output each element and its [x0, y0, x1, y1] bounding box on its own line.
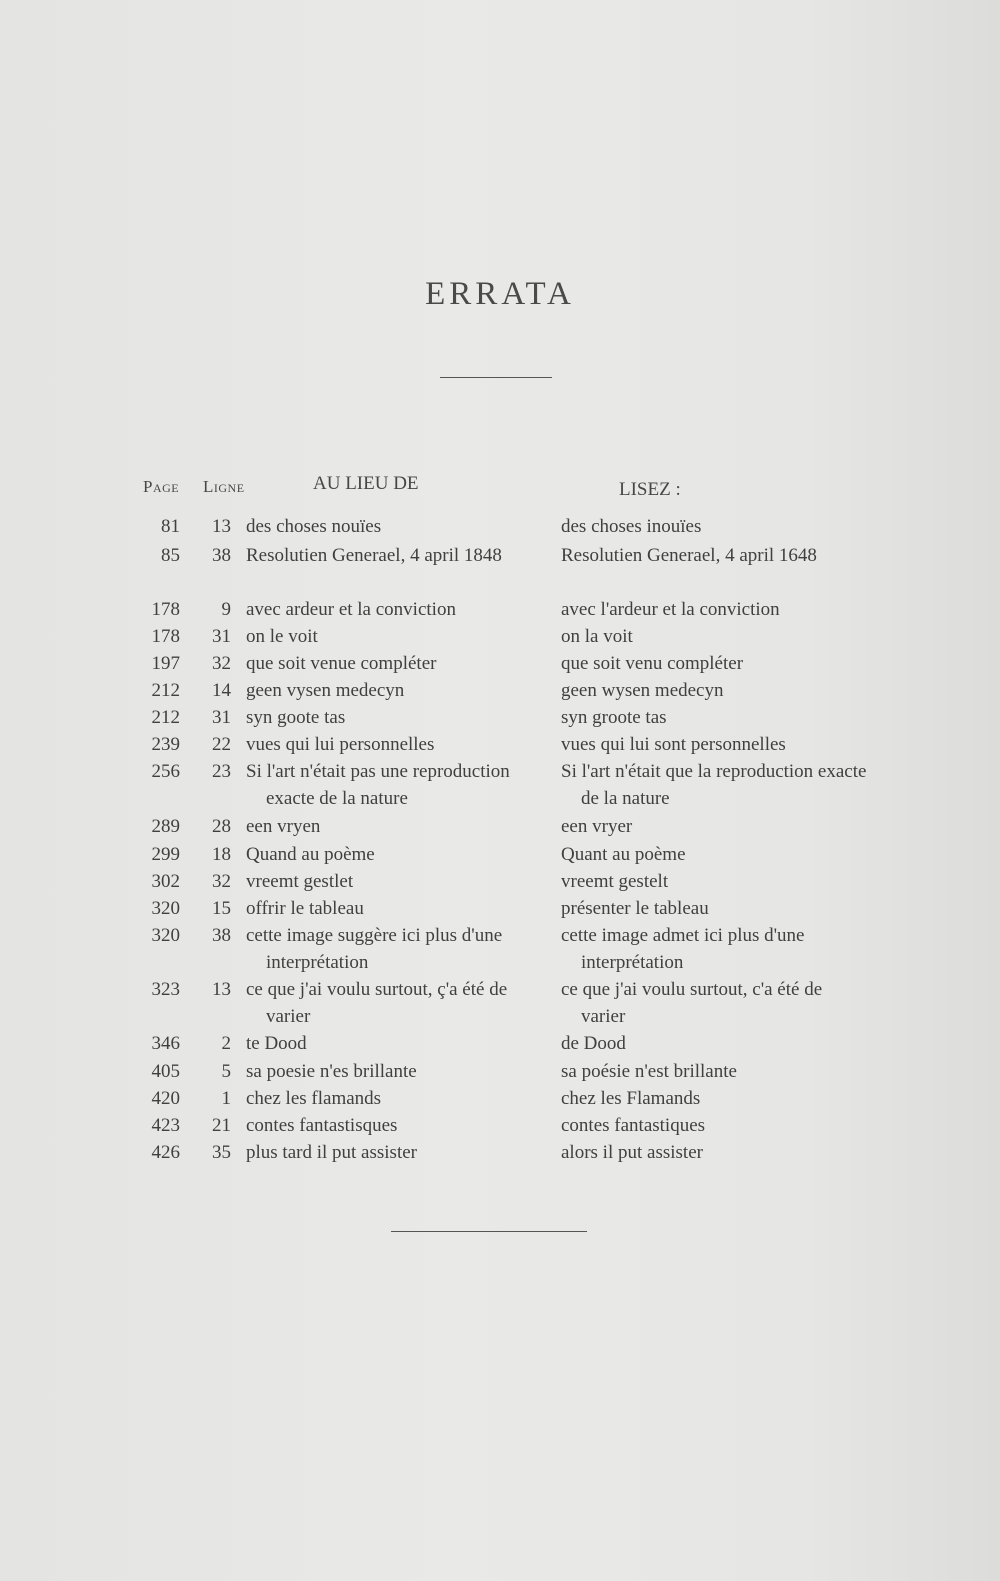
page-title: ERRATA	[425, 276, 575, 312]
row-wrong-text: Resolutien Generael, 4 april 1848	[246, 545, 502, 566]
row-ligne: 32	[212, 653, 231, 674]
row-page: 405	[151, 1061, 180, 1082]
row-ligne: 15	[212, 898, 231, 919]
row-wrong-text: te Dood	[246, 1033, 307, 1054]
row-wrong-text: des choses nouïes	[246, 516, 382, 537]
row-page: 85	[161, 545, 180, 566]
row-ligne: 31	[212, 707, 231, 728]
row-correct-text: présenter le tableau	[561, 898, 709, 919]
row-ligne: 9	[221, 599, 231, 620]
row-correct-text: des choses inouïes	[561, 516, 702, 537]
row-ligne: 31	[212, 626, 231, 647]
row-page: 302	[151, 871, 180, 892]
row-ligne: 38	[212, 925, 231, 946]
row-wrong-text: chez les flamands	[246, 1088, 382, 1109]
row-wrong-text: ce que j'ai voulu surtout, ç'a été de varier	[246, 979, 508, 1027]
row-correct-text: alors il put assister	[561, 1142, 703, 1163]
title-divider	[440, 377, 552, 378]
row-page: 320	[151, 898, 180, 919]
row-page: 423	[151, 1115, 180, 1136]
row-ligne: 13	[212, 979, 231, 1000]
row-correct-text: ce que j'ai voulu surtout, c'a été de varier	[561, 979, 823, 1027]
row-ligne: 38	[212, 545, 231, 566]
row-wrong-text: Si l'art n'était pas une reproduction exacte de la nature	[246, 761, 510, 809]
row-page: 320	[151, 925, 180, 946]
row-page: 212	[151, 680, 180, 701]
row-correct-text: syn groote tas	[561, 707, 667, 728]
header-ligne: Ligne	[203, 477, 245, 496]
row-correct-text: de Dood	[561, 1033, 626, 1054]
row-correct-text: geen wysen medecyn	[561, 680, 724, 701]
closing-divider	[391, 1231, 587, 1232]
row-page: 239	[151, 734, 180, 755]
row-ligne: 22	[212, 734, 231, 755]
row-page: 323	[151, 979, 180, 1000]
row-page: 420	[151, 1088, 180, 1109]
row-wrong-text: een vryen	[246, 816, 321, 837]
row-ligne: 13	[212, 516, 231, 537]
row-wrong-text: Quand au poème	[246, 844, 375, 865]
row-wrong-text: sa poesie n'es brillante	[246, 1061, 417, 1082]
row-wrong-text: vues qui lui personnelles	[246, 734, 435, 755]
row-correct-text: Quant au poème	[561, 844, 686, 865]
row-page: 426	[151, 1142, 180, 1163]
row-wrong-text: que soit venue compléter	[246, 653, 437, 674]
row-correct-text: vues qui lui sont personnelles	[561, 734, 786, 755]
row-correct-text: que soit venu compléter	[561, 653, 744, 674]
row-ligne: 2	[221, 1033, 231, 1054]
row-correct-text: Resolutien Generael, 4 april 1648	[561, 545, 817, 566]
row-correct-text: avec l'ardeur et la conviction	[561, 599, 780, 620]
row-page: 81	[161, 516, 180, 537]
row-ligne: 1	[221, 1088, 231, 1109]
row-correct-text: contes fantastiques	[561, 1115, 706, 1136]
row-page: 299	[151, 844, 180, 865]
row-correct-text: een vryer	[561, 816, 633, 837]
row-page: 256	[151, 761, 180, 782]
row-page: 346	[151, 1033, 180, 1054]
row-ligne: 18	[212, 844, 231, 865]
header-lisez: LISEZ :	[619, 479, 681, 500]
row-ligne: 5	[221, 1061, 231, 1082]
header-au-lieu-de: AU LIEU DE	[313, 473, 419, 494]
row-ligne: 21	[212, 1115, 231, 1136]
row-correct-text: Si l'art n'était que la reproduction exacte de la nature	[561, 761, 867, 809]
row-wrong-text: on le voit	[246, 626, 318, 647]
row-ligne: 23	[212, 761, 231, 782]
row-wrong-text: vreemt gestlet	[246, 871, 354, 892]
row-correct-text: chez les Flamands	[561, 1088, 701, 1109]
row-wrong-text: contes fantastisques	[246, 1115, 398, 1136]
row-page: 197	[151, 653, 180, 674]
header-page: Page	[143, 477, 180, 496]
row-correct-text: cette image admet ici plus d'une interprétation	[561, 925, 805, 973]
row-correct-text: sa poésie n'est brillante	[561, 1061, 737, 1082]
row-wrong-text: avec ardeur et la conviction	[246, 599, 456, 620]
row-wrong-text: offrir le tableau	[246, 898, 364, 919]
row-page: 178	[151, 626, 180, 647]
row-ligne: 28	[212, 816, 231, 837]
row-ligne: 14	[212, 680, 231, 701]
row-wrong-text: plus tard il put assister	[246, 1142, 417, 1163]
row-page: 178	[151, 599, 180, 620]
row-page: 212	[151, 707, 180, 728]
row-page: 289	[151, 816, 180, 837]
row-wrong-text: geen vysen medecyn	[246, 680, 405, 701]
row-wrong-text: cette image suggère ici plus d'une interprétation	[246, 925, 503, 973]
row-ligne: 32	[212, 871, 231, 892]
row-wrong-text: syn goote tas	[246, 707, 346, 728]
row-correct-text: on la voit	[561, 626, 633, 647]
row-ligne: 35	[212, 1142, 231, 1163]
row-correct-text: vreemt gestelt	[561, 871, 669, 892]
